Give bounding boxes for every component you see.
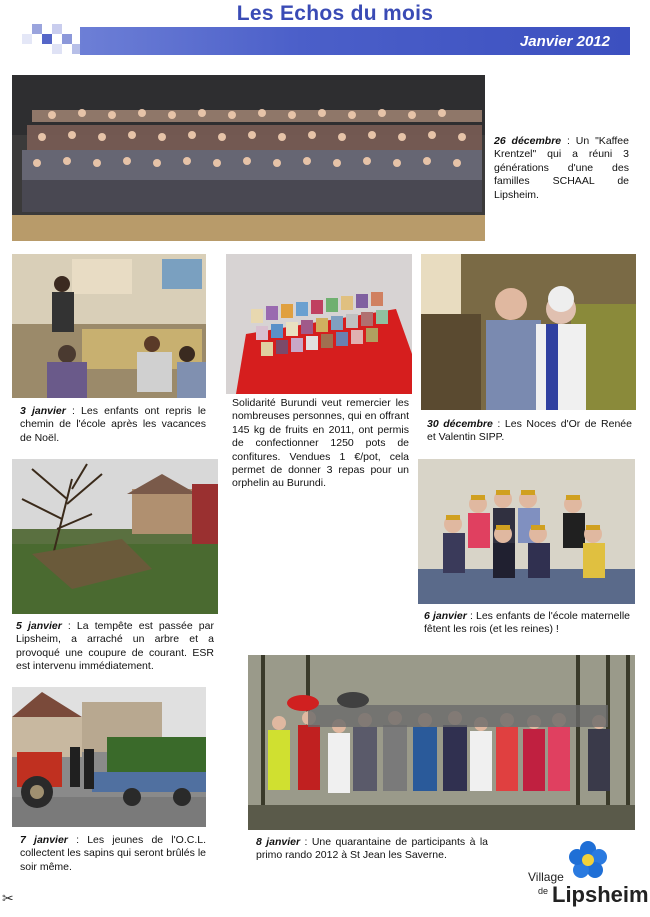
- logo-village-word: Village: [528, 870, 564, 884]
- caption-family-gathering: 26 décembre : Un "Kaffee Krentzel" qui a réuni 3 générations d'une des familles SCHAAL de Lipsheim.: [494, 135, 629, 201]
- caption-hiking-group: 8 janvier : Une quarantaine de participants à la primo rando 2012 à St Jean les Saverne.: [256, 836, 488, 862]
- photo-hiking-group: [248, 655, 635, 830]
- caption-golden-wedding: 30 décembre : Les Noces d'Or de Renée et Valentin SIPP.: [427, 418, 632, 444]
- photo-tree-collection: [12, 687, 206, 827]
- logo-de-word: de: [538, 886, 549, 896]
- caption-storm: 5 janvier : La tempête est passée par Lipsheim, a arraché un arbre et a provoqué une coupure de courant. ESR est intervenu immédiatement.: [16, 620, 214, 673]
- caption-school-children: 3 janvier : Les enfants ont repris le chemin de l'école après les vacances de Noël.: [20, 405, 206, 444]
- page-title: Les Echos du mois: [236, 2, 434, 25]
- scissors-icon: ✂: [2, 890, 14, 906]
- issue-date: Janvier 2012: [519, 33, 610, 50]
- photo-family-gathering: [12, 75, 485, 241]
- caption-solidarity-burundi: Solidarité Burundi veut remercier les nombreuses personnes, qui en offrant 145 kg de fruits en 2011, ont permis de confectionner 1250 pots de confitures. Vendues 1 €/pot, cela permet de donner 3 repas pour un orphelin au Burundi.: [232, 397, 409, 490]
- flower-icon: [568, 840, 608, 880]
- photo-golden-wedding: [421, 254, 636, 410]
- photo-epiphany-kids: [418, 459, 635, 604]
- logo-name: Lipsheim: [552, 882, 649, 907]
- caption-epiphany-kids: 6 janvier : Les enfants de l'école maternelle fêtent les rois (et les reines) !: [424, 610, 630, 636]
- village-logo: [528, 840, 649, 910]
- caption-tree-collection: 7 janvier : Les jeunes de l'O.C.L. collectent les sapins qui seront brûlés le soir même.: [20, 834, 206, 873]
- photo-storm-tree: [12, 459, 218, 614]
- photo-jam-jars: [226, 254, 412, 394]
- photo-school-children: [12, 254, 206, 398]
